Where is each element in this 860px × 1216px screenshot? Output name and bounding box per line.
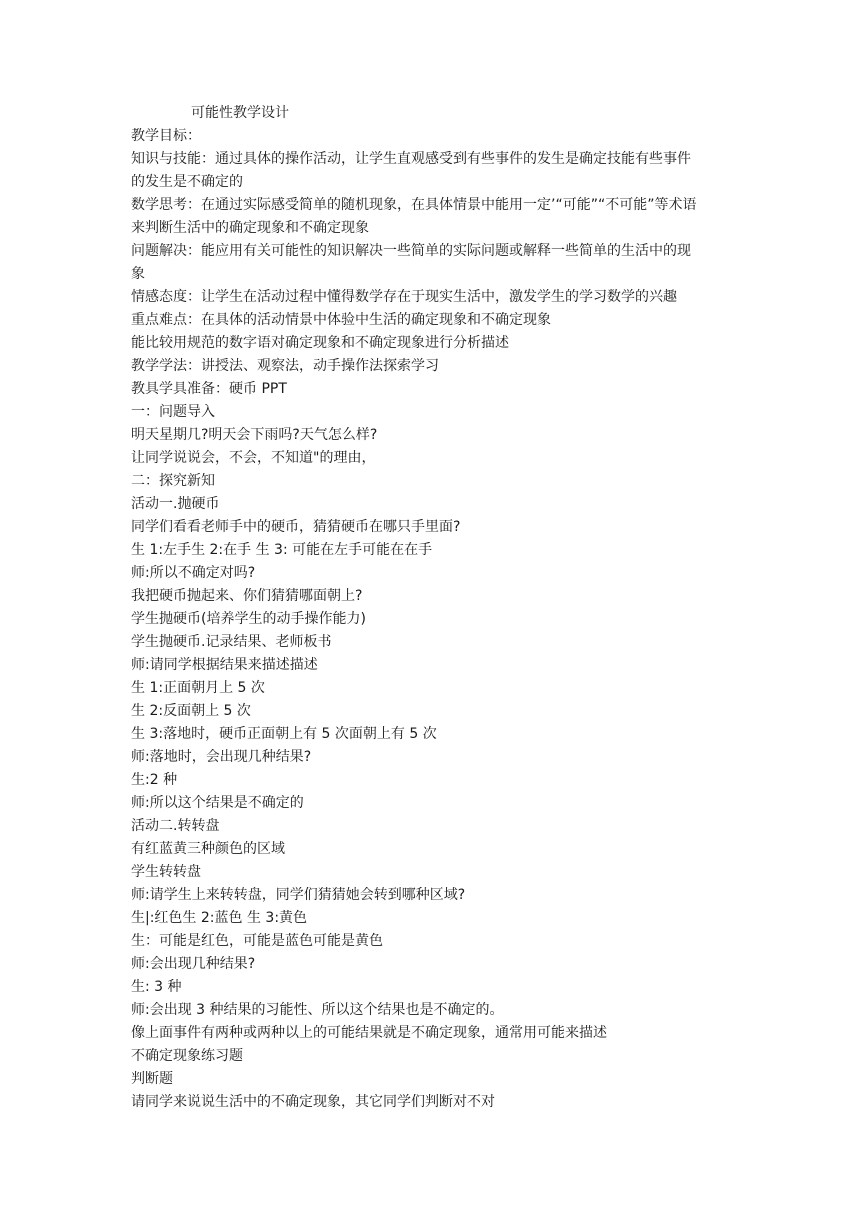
text-line: 能比较用规范的数字语对确定现象和不确定现象进行分析描述 <box>131 335 509 351</box>
text-line: 象 <box>131 266 145 282</box>
text-line: 教学目标： <box>131 128 201 144</box>
text-line: 的发生是不确定的 <box>131 174 243 190</box>
text-line: 生 1:正面朝月上 5 次 <box>131 680 265 696</box>
text-line: 判断题 <box>131 1071 173 1087</box>
text-line: 生 3:落地时，硬币正面朝上有 5 次面朝上有 5 次 <box>131 726 437 742</box>
text-line: 活动一.抛硬币 <box>131 496 220 512</box>
text-line: 请同学来说说生活中的不确定现象，其它同学们判断对不对 <box>131 1094 495 1110</box>
text-line: 教具学具准备：硬币 PPT <box>131 381 287 397</box>
text-line: 活动二.转转盘 <box>131 818 220 834</box>
text-line: 生: 3 种 <box>131 979 182 995</box>
text-line: 来判断生活中的确定现象和不确定现象 <box>131 220 369 236</box>
text-line: 数学思考：在通过实际感受简单的随机现象，在具体情景中能用一定’“可能”“不可能”等术语 <box>131 197 697 213</box>
text-line: 学生抛硬币.记录结果、老师板书 <box>131 634 332 650</box>
text-line: 一：问题导入 <box>131 404 215 420</box>
document-lines <box>131 125 791 1114</box>
document-title: 可能性教学设计 <box>191 105 289 121</box>
text-line: 明天星期几?明天会下雨吗?天气怎么样? <box>131 427 378 443</box>
text-line: 让同学说说会，不会，不知道"的理由， <box>131 450 376 466</box>
text-line: 生|:红色生 2:蓝色 生 3:黄色 <box>131 910 308 926</box>
text-line: 师:落地时，会出现几种结果? <box>131 749 312 765</box>
text-line: 师:会出现几种结果? <box>131 956 256 972</box>
text-line: 师:所以不确定对吗? <box>131 565 256 581</box>
text-line: 二：探究新知 <box>131 473 215 489</box>
text-line: 学生转转盘 <box>131 864 201 880</box>
text-line: 师:所以这个结果是不确定的 <box>131 795 304 811</box>
text-line: 教学学法：讲授法、观察法，动手操作法探索学习 <box>131 358 439 374</box>
text-line: 问题解决：能应用有关可能性的知识解决一些简单的实际问题或解释一些简单的生活中的现 <box>131 243 691 259</box>
text-line: 像上面事件有两种或两种以上的可能结果就是不确定现象，通常用可能来描述 <box>131 1025 607 1041</box>
text-line: 不确定现象练习题 <box>131 1048 243 1064</box>
text-line: 生 2:反面朝上 5 次 <box>131 703 251 719</box>
document-body <box>131 102 791 1114</box>
text-line: 同学们看看老师手中的硬币，猜猜硬币在哪只手里面? <box>131 519 461 535</box>
text-line: 生：可能是红色，可能是蓝色可能是黄色 <box>131 933 383 949</box>
text-line: 学生抛硬币(培养学生的动手操作能力) <box>131 611 366 627</box>
text-line: 生 1:左手生 2:在手 生 3: 可能在左手可能在在手 <box>131 542 433 558</box>
text-line: 知识与技能：通过具体的操作活动，让学生直观感受到有些事件的发生是确定技能有些事件 <box>131 151 691 167</box>
text-line: 师:会出现 3 种结果的习能性、所以这个结果也是不确定的。 <box>131 1002 504 1018</box>
text-line: 我把硬币抛起来、你们猜猜哪面朝上? <box>131 588 363 604</box>
text-line: 情感态度：让学生在活动过程中懂得数学存在于现实生活中，激发学生的学习数学的兴趣 <box>131 289 677 305</box>
text-line: 师:请学生上来转转盘，同学们猜猜她会转到哪种区域? <box>131 887 466 903</box>
text-line: 重点难点：在具体的活动情景中体验中生活的确定现象和不确定现象 <box>131 312 551 328</box>
text-line: 师:请同学根据结果来描述描述 <box>131 657 318 673</box>
text-line: 生:2 种 <box>131 772 178 788</box>
text-line: 有红蓝黄三种颜色的区域 <box>131 841 285 857</box>
